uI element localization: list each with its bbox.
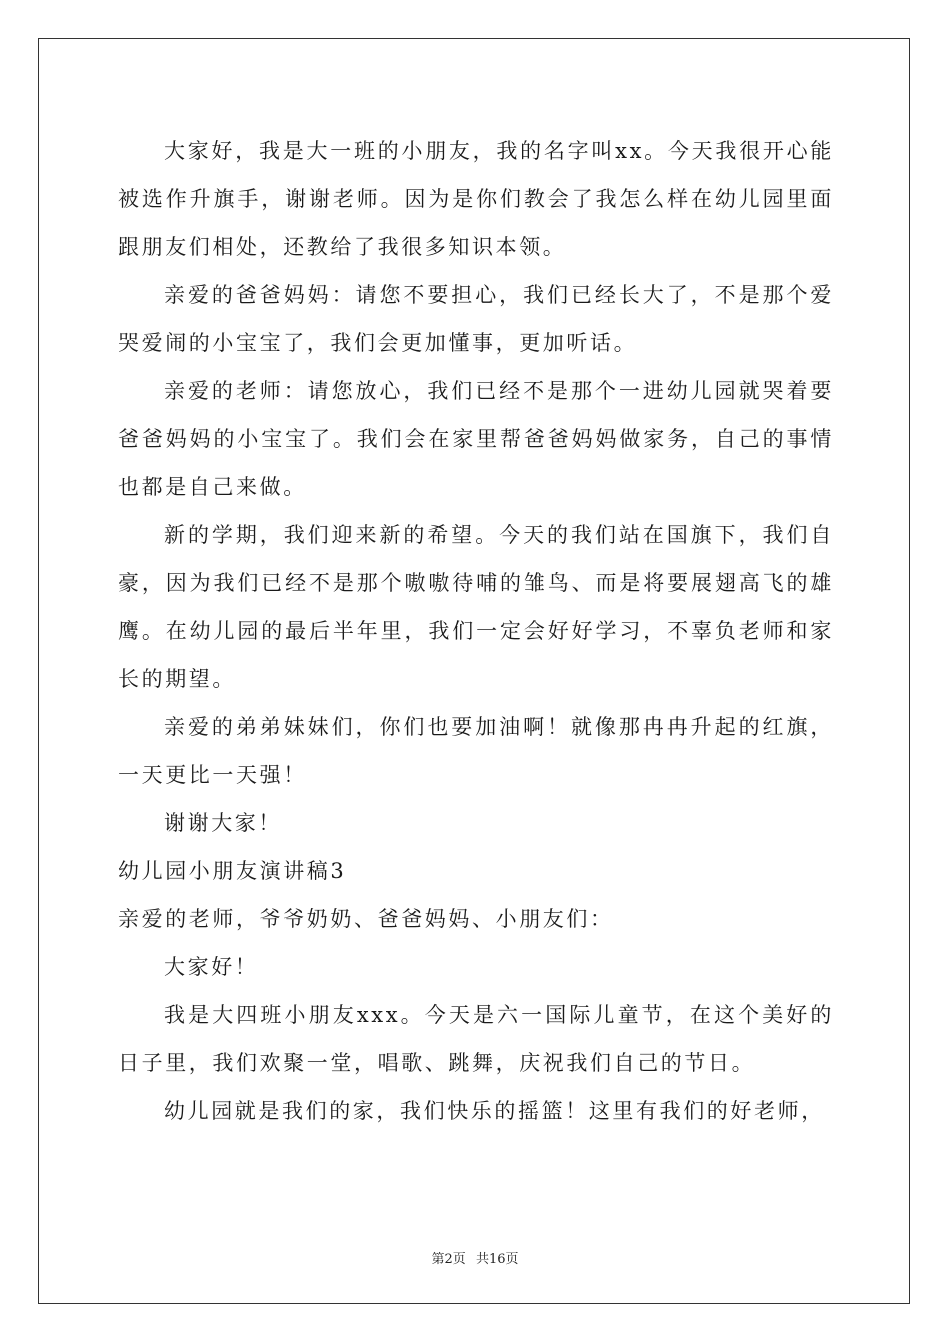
- paragraph-5: 谢谢大家！: [164, 811, 282, 835]
- page-number: 第2页: [431, 1252, 466, 1267]
- section-title: 幼儿园小朋友演讲稿3: [118, 859, 347, 883]
- paragraph-10: 幼儿园就是我们的家，我们快乐的摇篮！这里有我们的好老师，: [164, 1099, 825, 1123]
- page-footer: [0, 1248, 950, 1267]
- page-total: 共16页: [475, 1252, 519, 1267]
- paragraph-3: 新的学期，我们迎来新的希望。今天的我们站在国旗下，我们自豪，因为我们已经不是那个嗷嗷待哺的雏鸟、而是将要展翅高飞的雄鹰。在幼儿园的最后半年里，我们一定会好好学习，不辜负老师和家长的期望。: [118, 523, 834, 691]
- document-body: [118, 127, 834, 1135]
- paragraph-8: 大家好！: [164, 955, 259, 979]
- paragraph-1: 亲爱的爸爸妈妈：请您不要担心，我们已经长大了，不是那个爱哭爱闹的小宝宝了，我们会更加懂事，更加听话。: [118, 283, 834, 355]
- paragraph-4: 亲爱的弟弟妹妹们，你们也要加油啊！就像那冉冉升起的红旗，一天更比一天强！: [118, 715, 834, 787]
- paragraph-9: 我是大四班小朋友xxx。今天是六一国际儿童节，在这个美好的日子里，我们欢聚一堂，唱歌、跳舞，庆祝我们自己的节日。: [118, 1003, 834, 1075]
- salutation: 亲爱的老师，爷爷奶奶、爸爸妈妈、小朋友们：: [118, 907, 614, 931]
- paragraph-0: 大家好，我是大一班的小朋友，我的名字叫xx。今天我很开心能被选作升旗手，谢谢老师。因为是你们教会了我怎么样在幼儿园里面跟朋友们相处，还教给了我很多知识本领。: [118, 139, 834, 259]
- paragraph-2: 亲爱的老师：请您放心，我们已经不是那个一进幼儿园就哭着要爸爸妈妈的小宝宝了。我们会在家里帮爸爸妈妈做家务，自己的事情也都是自己来做。: [118, 379, 834, 499]
